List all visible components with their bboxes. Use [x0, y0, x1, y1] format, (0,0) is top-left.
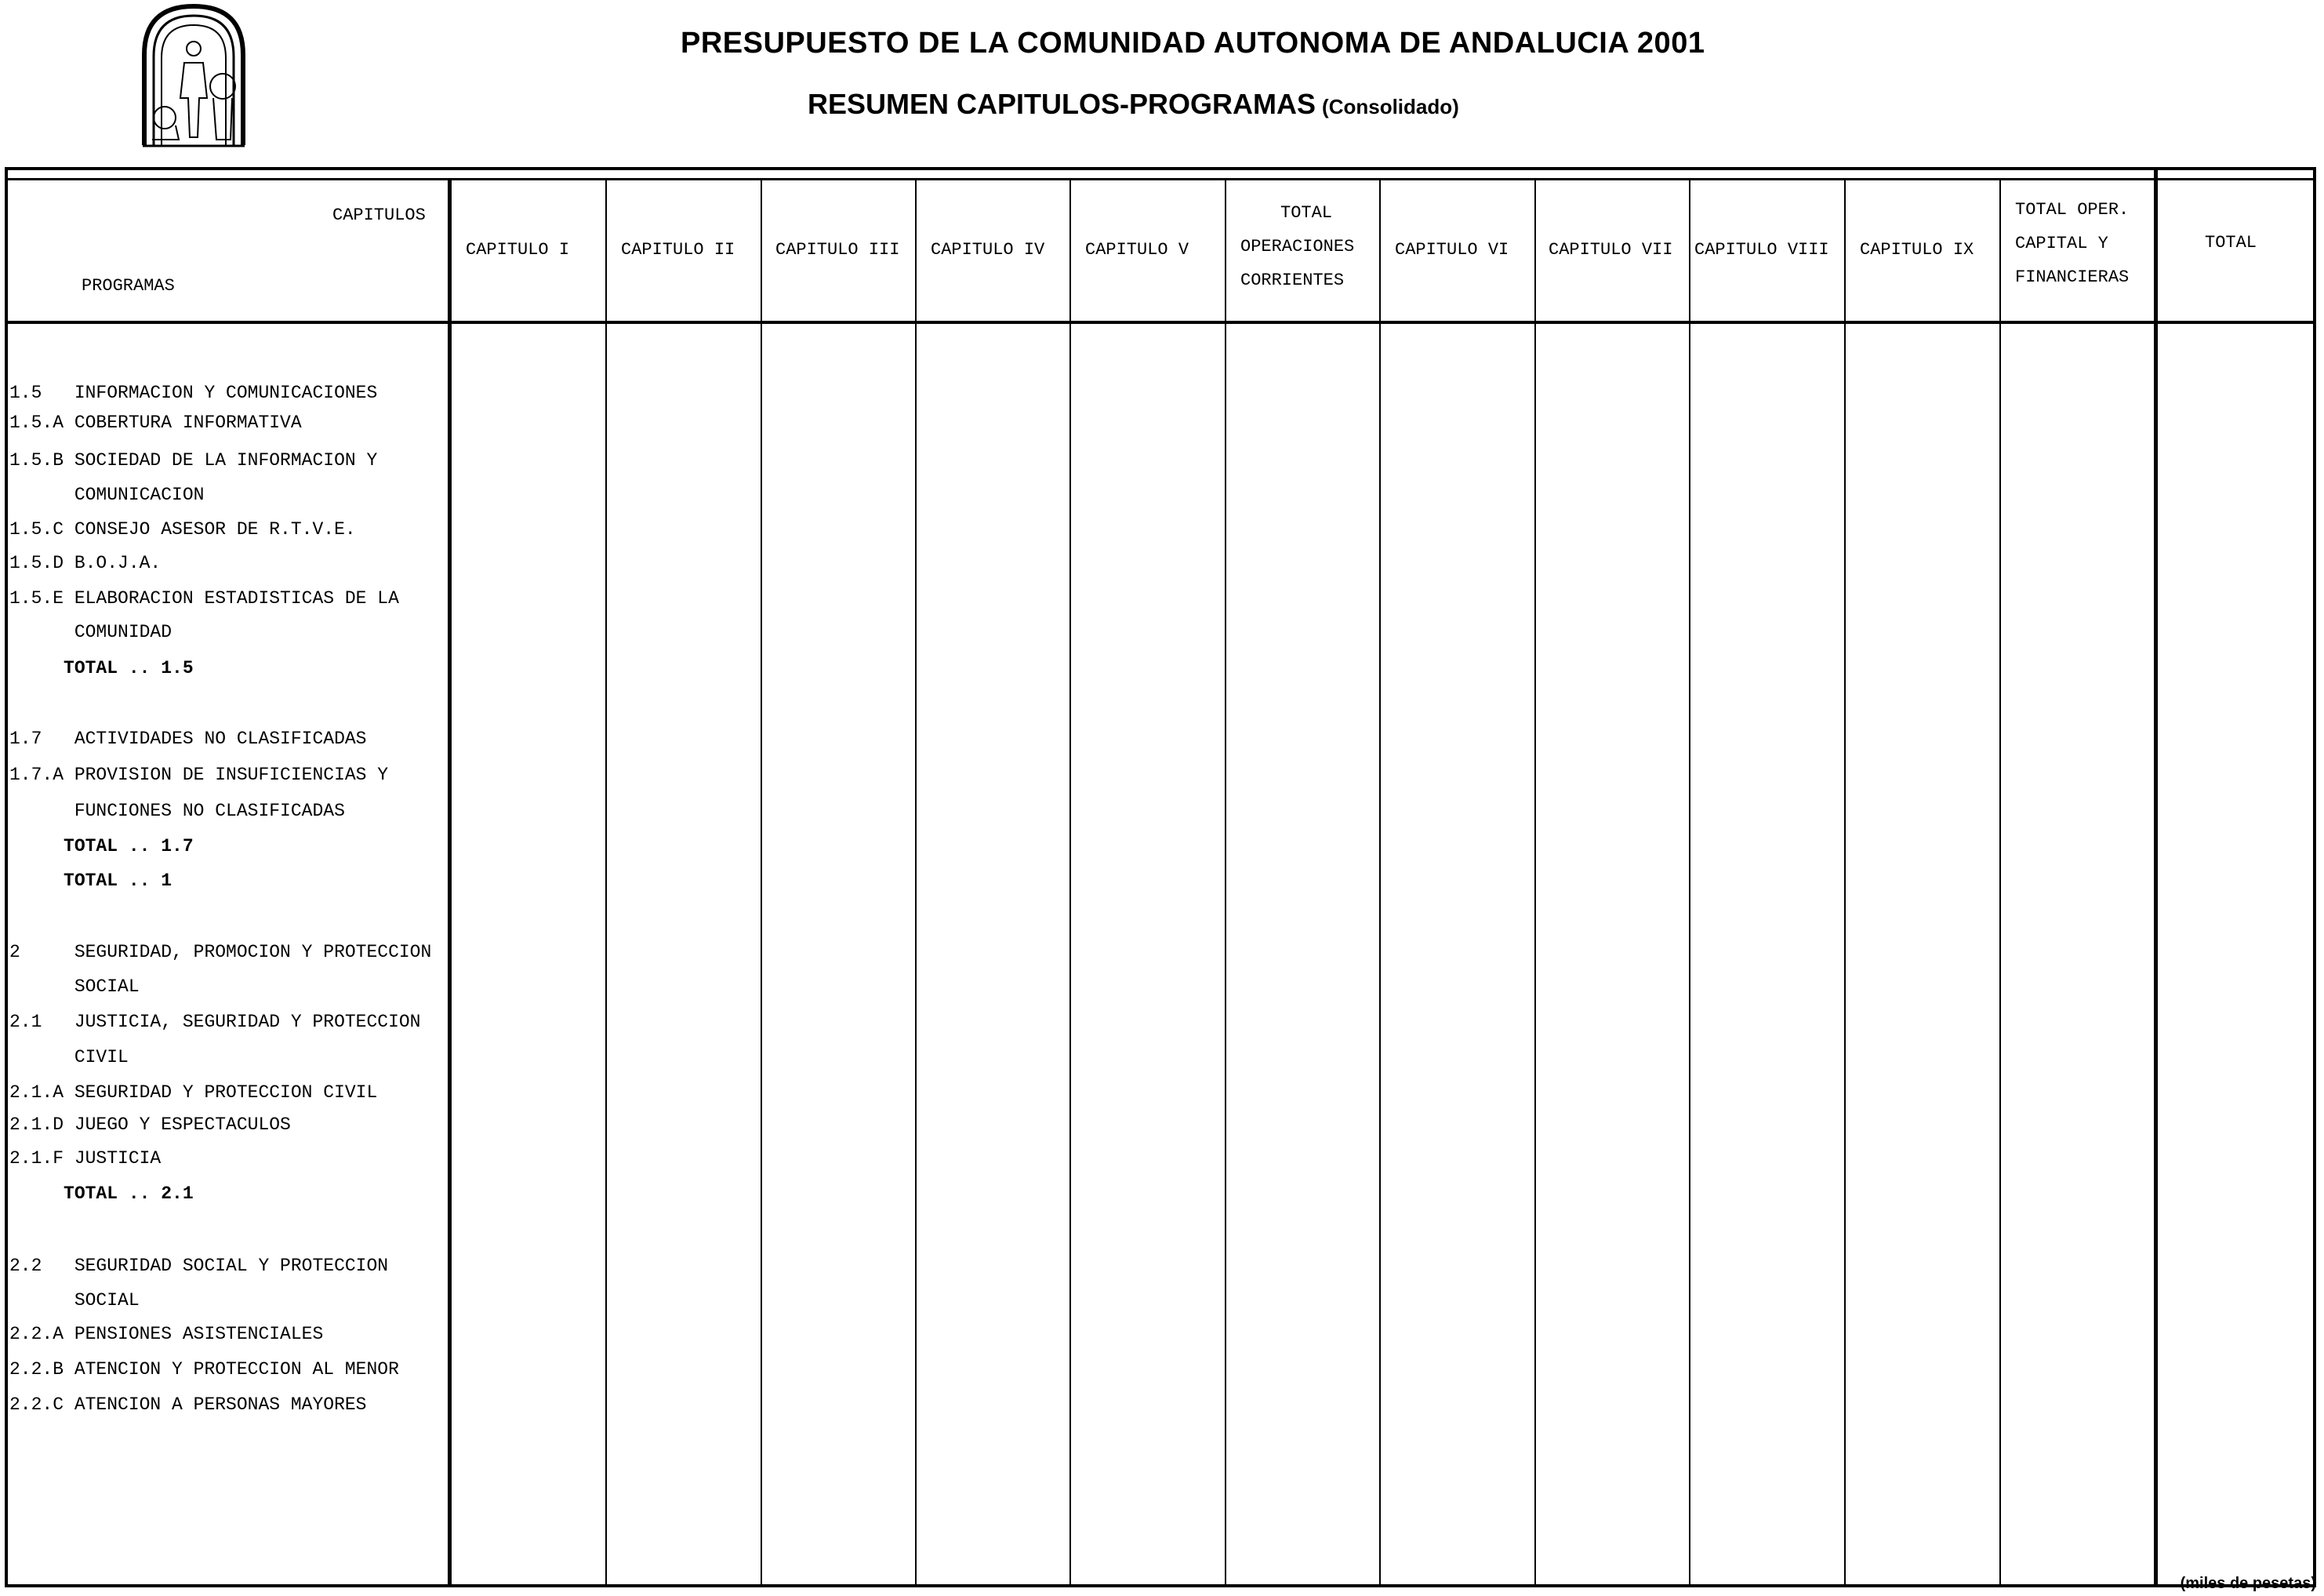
row-label: 1.7.A PROVISION DE INSUFICIENCIAS Y [9, 765, 389, 785]
column-separator [1225, 178, 1226, 1587]
column-separator [915, 178, 917, 1587]
row-label: 2.2 SEGURIDAD SOCIAL Y PROTECCION [9, 1256, 389, 1276]
row-label: COMUNICACION [9, 485, 205, 505]
column-separator [1379, 178, 1381, 1587]
row-label: 1.5.C CONSEJO ASESOR DE R.T.V.E. [9, 519, 356, 540]
row-label: CIVIL [9, 1047, 129, 1067]
column-separator [761, 178, 762, 1587]
col-header-total-capital-line2: CAPITAL Y [2015, 234, 2108, 253]
row-label: 2.2.C ATENCION A PERSONAS MAYORES [9, 1394, 367, 1415]
document-title: PRESUPUESTO DE LA COMUNIDAD AUTONOMA DE ANDALUCIA 2001 [681, 27, 1705, 60]
row-label: 1.5.D B.O.J.A. [9, 553, 162, 573]
row-label: 1.5 INFORMACION Y COMUNICACIONES [9, 383, 378, 403]
row-label: COMUNIDAD [9, 622, 172, 642]
col-header-total-capital-line1: TOTAL OPER. [2015, 200, 2130, 220]
column-separator [448, 178, 452, 1587]
column-separator [605, 178, 607, 1587]
row-label: TOTAL .. 2.1 [9, 1183, 194, 1204]
row-label: 2.2.B ATENCION Y PROTECCION AL MENOR [9, 1359, 399, 1380]
row-label: SOCIAL [9, 976, 140, 997]
column-separator [1534, 178, 1536, 1587]
column-separator [2154, 167, 2158, 1587]
row-label: FUNCIONES NO CLASIFICADAS [9, 801, 345, 821]
col-header-total-corrientes-line2: OPERACIONES [1240, 237, 1355, 256]
row-label: 2.1.A SEGURIDAD Y PROTECCION CIVIL [9, 1082, 378, 1103]
row-label: 1.5.B SOCIEDAD DE LA INFORMACION Y [9, 450, 378, 471]
col-header-capitulo-vii: CAPITULO VII [1549, 240, 1673, 260]
column-separator [1689, 178, 1690, 1587]
col-header-capitulo-iii: CAPITULO III [775, 240, 900, 260]
col-header-capitulo-iv: CAPITULO IV [931, 240, 1045, 260]
subtitle-text: RESUMEN CAPITULOS-PROGRAMAS [808, 88, 1316, 120]
row-label: TOTAL .. 1 [9, 871, 172, 891]
col-header-capitulo-ii: CAPITULO II [621, 240, 735, 260]
unit-note: (miles de pesetas) [2180, 1575, 2316, 1592]
row-label: 2.2.A PENSIONES ASISTENCIALES [9, 1324, 324, 1344]
row-label: 2 SEGURIDAD, PROMOCION Y PROTECCION [9, 942, 432, 962]
col-header-total-corrientes-line3: CORRIENTES [1240, 271, 1345, 290]
col-header-total-capital-line3: FINANCIERAS [2015, 267, 2130, 287]
column-separator [1069, 178, 1071, 1587]
row-label: 1.7 ACTIVIDADES NO CLASIFICADAS [9, 729, 367, 749]
andalucia-coat-of-arms-logo [135, 0, 252, 149]
col-header-capitulo-viii: CAPITULO VIII [1694, 240, 1829, 260]
col-header-capitulo-i: CAPITULO I [466, 240, 570, 260]
row-label: 2.1.F JUSTICIA [9, 1148, 162, 1169]
corner-label-capitulos: CAPITULOS [332, 205, 426, 225]
row-label: SOCIAL [9, 1290, 140, 1311]
row-label: 1.5.E ELABORACION ESTADISTICAS DE LA [9, 588, 399, 609]
col-header-total-corrientes-line1: TOTAL [1280, 203, 1333, 223]
header-top-rule [5, 178, 2316, 180]
row-label: 1.5.A COBERTURA INFORMATIVA [9, 413, 302, 433]
header-bottom-rule [5, 321, 2316, 324]
col-header-capitulo-vi: CAPITULO VI [1395, 240, 1509, 260]
column-separator [1844, 178, 1846, 1587]
col-header-capitulo-v: CAPITULO V [1085, 240, 1189, 260]
col-header-capitulo-ix: CAPITULO IX [1860, 240, 1974, 260]
document-subtitle [808, 88, 1459, 121]
corner-label-programas: PROGRAMAS [82, 276, 175, 296]
col-header-total: TOTAL [2205, 233, 2257, 253]
row-label: TOTAL .. 1.7 [9, 836, 194, 856]
column-separator [1999, 178, 2001, 1587]
row-label: TOTAL .. 1.5 [9, 658, 194, 678]
row-label: 2.1 JUSTICIA, SEGURIDAD Y PROTECCION [9, 1012, 421, 1032]
row-label: 2.1.D JUEGO Y ESPECTACULOS [9, 1114, 291, 1135]
subtitle-note: (Consolidado) [1322, 95, 1459, 118]
